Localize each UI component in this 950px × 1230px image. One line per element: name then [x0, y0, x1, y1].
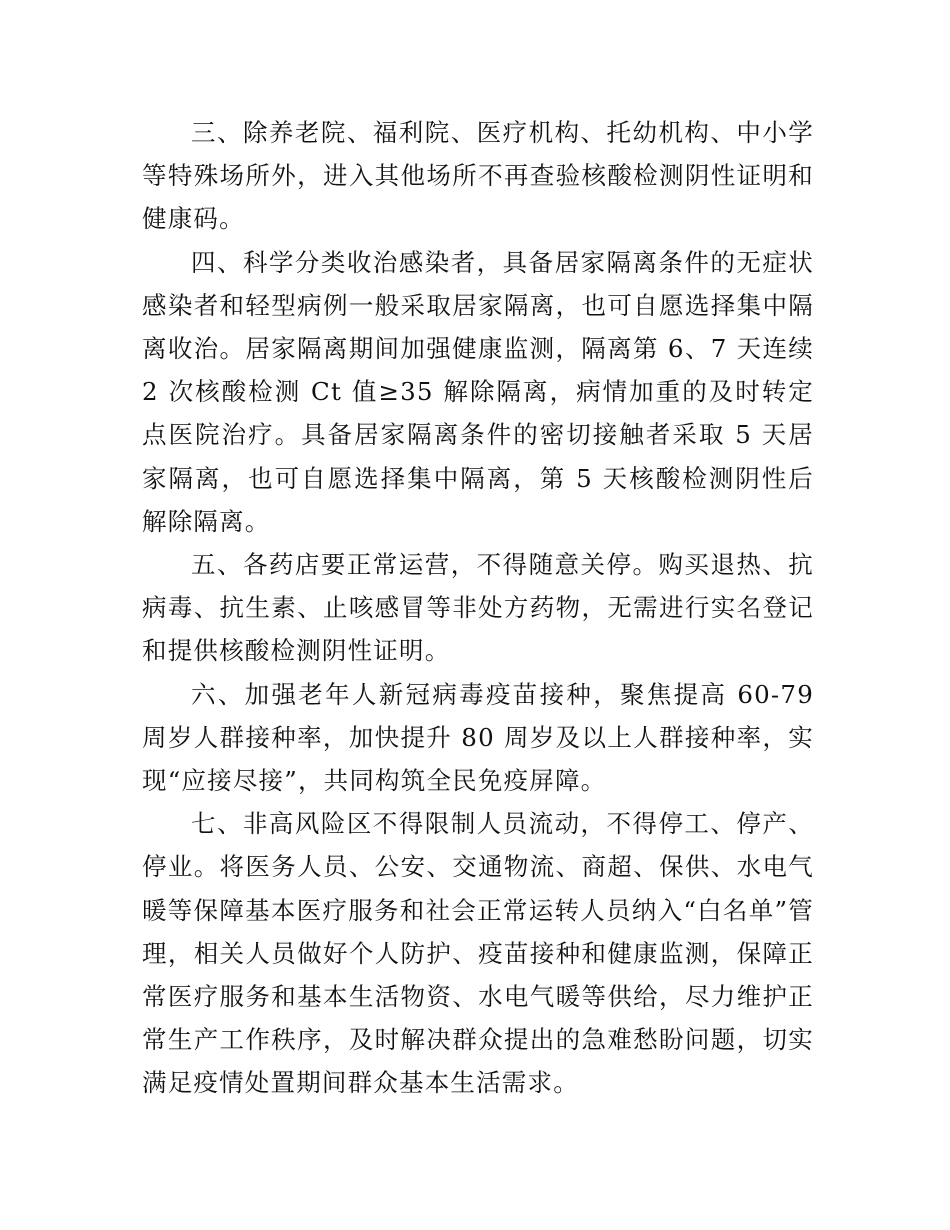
paragraph-3: 三、除养老院、福利院、医疗机构、托幼机构、中小学等特殊场所外，进入其他场所不再查验核酸检测阴性证明和健康码。 — [142, 118, 814, 234]
paragraph-4: 四、科学分类收治感染者，具备居家隔离条件的无症状感染者和轻型病例一般采取居家隔离，也可自愿选择集中隔离收治。居家隔离期间加强健康监测，隔离第 6、7 天连续 2 次核酸检测 Ct 值≥35 解除隔离，病情加重的及时转定点医院治疗。具备居家隔离条件的密切接触者采取 5 天居家隔离，也可自愿选择集中隔离，第 5 天核酸检测阴性后解除隔离。 — [142, 247, 814, 536]
document-body — [142, 111, 814, 1105]
paragraph-7: 七、非高风险区不得限制人员流动，不得停工、停产、停业。将医务人员、公安、交通物流、商超、保供、水电气暖等保障基本医疗服务和社会正常运转人员纳入“白名单”管理，相关人员做好个人防护、疫苗接种和健康监测，保障正常医疗服务和基本生活物资、水电气暖等供给，尽力维护正常生产工作秩序，及时解决群众提出的急难愁盼问题，切实满足疫情处置期间群众基本生活需求。 — [142, 809, 814, 1098]
paragraph-6: 六、加强老年人新冠病毒疫苗接种，聚焦提高 60-79 周岁人群接种率，加快提升 80 周岁及以上人群接种率，实现“应接尽接”，共同构筑全民免疫屏障。 — [142, 679, 814, 796]
paragraph-5: 五、各药店要正常运营，不得随意关停。购买退热、抗病毒、抗生素、止咳感冒等非处方药物，无需进行实名登记和提供核酸检测阴性证明。 — [142, 550, 814, 666]
